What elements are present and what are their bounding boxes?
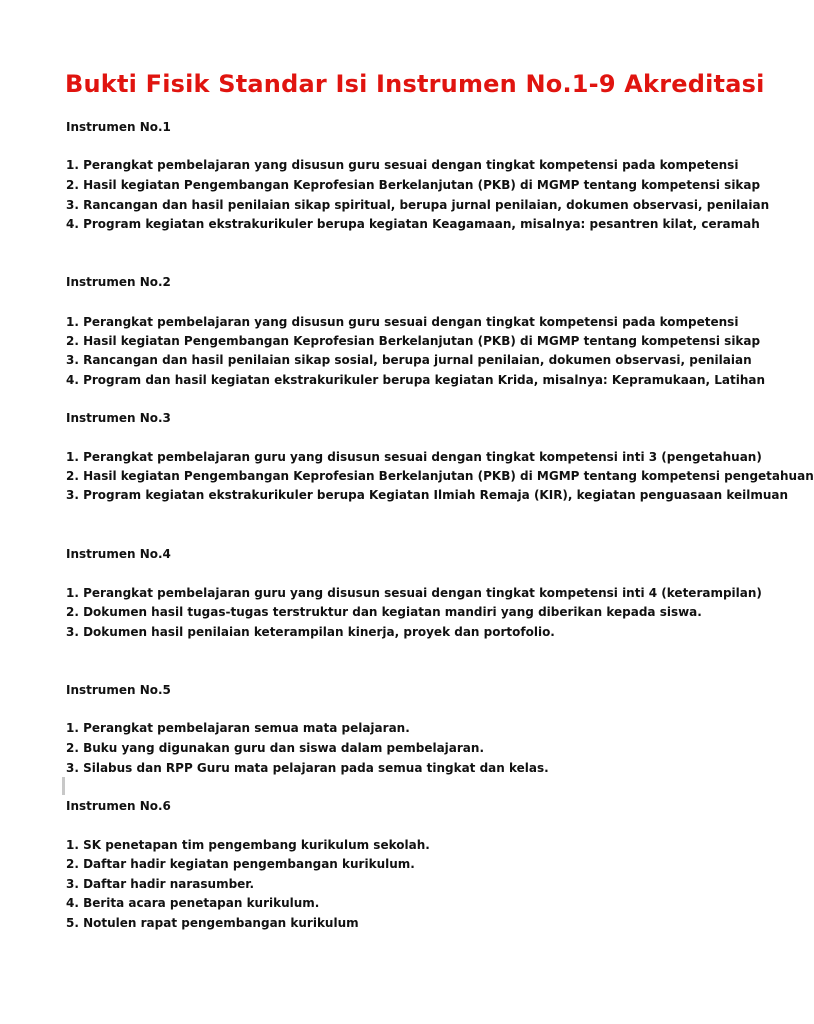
list-item: 3. Dokumen hasil penilaian keterampilan kinerja, proyek dan portofolio. — [66, 625, 555, 639]
section-heading-4: Instrumen No.4 — [66, 547, 171, 561]
page-title: Bukti Fisik Standar Isi Instrumen No.1-9 Akreditasi — [65, 70, 765, 98]
list-item: 3. Program kegiatan ekstrakurikuler berupa Kegiatan Ilmiah Remaja (KIR), kegiatan penguasaan keilmuan — [66, 488, 789, 502]
list-item: 2. Buku yang digunakan guru dan siswa dalam pembelajaran. — [66, 741, 485, 755]
list-item: 4. Program dan hasil kegiatan ekstrakurikuler berupa kegiatan Krida, misalnya: Kepramukaan, Latihan — [66, 373, 765, 387]
list-item: 1. Perangkat pembelajaran yang disusun guru sesuai dengan tingkat kompetensi pada kompetensi — [66, 158, 739, 172]
list-item: 5. Notulen rapat pengembangan kurikulum — [66, 916, 359, 930]
section-heading-5: Instrumen No.5 — [66, 683, 171, 697]
list-item: 3. Silabus dan RPP Guru mata pelajaran pada semua tingkat dan kelas. — [66, 761, 549, 775]
list-item: 3. Daftar hadir narasumber. — [66, 877, 255, 891]
list-item: 2. Hasil kegiatan Pengembangan Keprofesian Berkelanjutan (PKB) di MGMP tentang kompetensi pengetahuan — [66, 469, 814, 483]
list-item: 4. Berita acara penetapan kurikulum. — [66, 896, 320, 910]
list-item: 3. Rancangan dan hasil penilaian sikap sosial, berupa jurnal penilaian, dokumen observasi, penilaian — [66, 353, 752, 367]
section-heading-3: Instrumen No.3 — [66, 411, 171, 425]
list-item: 3. Rancangan dan hasil penilaian sikap spiritual, berupa jurnal penilaian, dokumen observasi, penilaian — [66, 198, 770, 212]
list-item: 2. Daftar hadir kegiatan pengembangan kurikulum. — [66, 857, 415, 871]
list-item: 1. Perangkat pembelajaran guru yang disusun sesuai dengan tingkat kompetensi inti 3 (pengetahuan) — [66, 450, 762, 464]
list-item: 2. Hasil kegiatan Pengembangan Keprofesian Berkelanjutan (PKB) di MGMP tentang kompetensi sikap — [66, 178, 761, 192]
list-item: 1. Perangkat pembelajaran guru yang disusun sesuai dengan tingkat kompetensi inti 4 (keterampilan) — [66, 586, 762, 600]
section-heading-6: Instrumen No.6 — [66, 799, 171, 813]
list-item: 2. Hasil kegiatan Pengembangan Keprofesian Berkelanjutan (PKB) di MGMP tentang kompetensi sikap — [66, 334, 761, 348]
list-item: 2. Dokumen hasil tugas-tugas terstruktur dan kegiatan mandiri yang diberikan kepada siswa. — [66, 605, 702, 619]
list-item: 1. Perangkat pembelajaran semua mata pelajaran. — [66, 721, 410, 735]
text-cursor-marker — [62, 777, 65, 795]
list-item: 1. Perangkat pembelajaran yang disusun guru sesuai dengan tingkat kompetensi pada kompetensi — [66, 315, 739, 329]
section-heading-2: Instrumen No.2 — [66, 275, 171, 289]
section-heading-1: Instrumen No.1 — [66, 120, 171, 134]
list-item: 1. SK penetapan tim pengembang kurikulum sekolah. — [66, 838, 430, 852]
list-item: 4. Program kegiatan ekstrakurikuler berupa kegiatan Keagamaan, misalnya: pesantren kilat, ceramah — [66, 217, 760, 231]
